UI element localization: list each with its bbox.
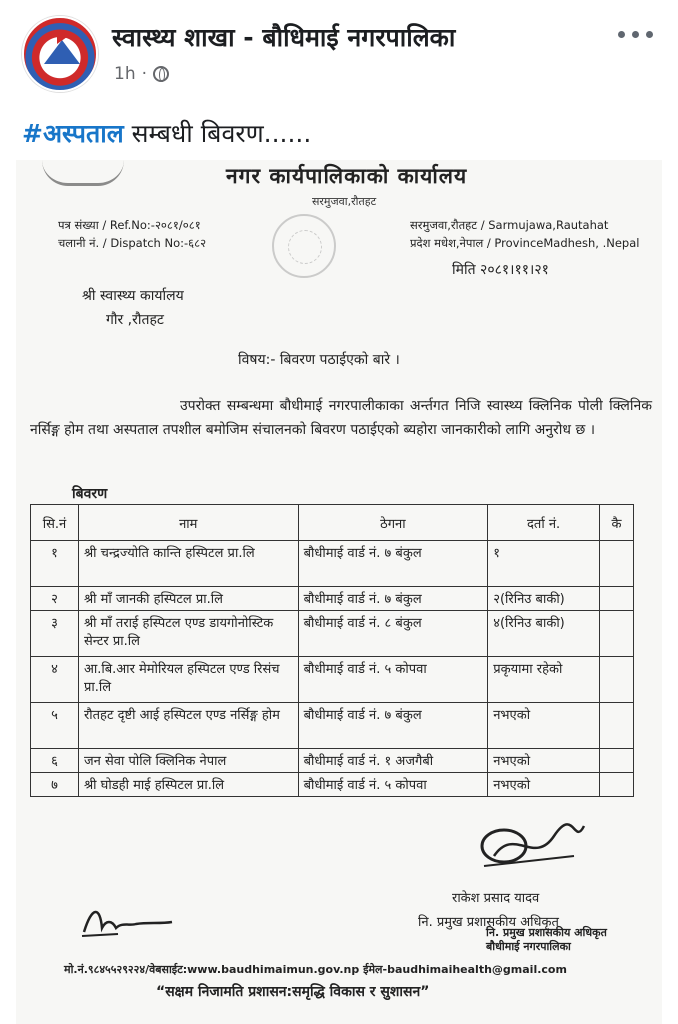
hospital-table — [30, 504, 634, 797]
table-row — [31, 657, 634, 703]
cell-registration: नभएको — [488, 773, 600, 797]
cell-name: श्री माँ तराई हस्पिटल एण्ड डायगोनोस्टिक सेन्टर प्रा.लि — [78, 611, 298, 657]
header-extra: कै — [600, 505, 634, 541]
document-image[interactable] — [16, 160, 662, 1024]
globe-icon[interactable] — [153, 66, 169, 82]
cell-extra — [600, 773, 634, 797]
hashtag-link[interactable]: #अस्पताल — [22, 119, 124, 148]
cell-address: बौधीमाई वार्ड नं. ७ बंकुल — [298, 587, 488, 611]
cell-registration: प्रकृयामा रहेको — [488, 657, 600, 703]
cell-name: श्री चन्द्रज्योति कान्ति हस्पिटल प्रा.लि — [78, 541, 298, 587]
cell-sn: १ — [31, 541, 79, 587]
reference-block — [58, 216, 206, 252]
emblem-icon — [42, 160, 124, 186]
cell-name: रौतहट दृष्टी आई हस्पिटल एण्ड नर्सिङ्ग होम — [78, 703, 298, 749]
cell-registration: नभएको — [488, 749, 600, 773]
table-row — [31, 749, 634, 773]
post-text — [22, 116, 311, 150]
cell-name: श्री घोडही माई हस्पिटल प्रा.लि — [78, 773, 298, 797]
post-meta — [114, 64, 169, 84]
cell-name: श्री माँ जानकी हस्पिटल प्रा.लि — [78, 587, 298, 611]
cell-sn: ४ — [31, 657, 79, 703]
dot-icon — [618, 31, 625, 38]
header-address: ठेगना — [298, 505, 488, 541]
cell-registration: ४(रिनिउ बाकी) — [488, 611, 600, 657]
letter-body: उपरोक्त सम्बन्धमा बौधीमाई नगरपालीकाका अर्न्तगत निजि स्वास्थ्य क्लिनिक पोली क्लिनिक नर्सिङ्ग होम तथा अस्पताल तपशील बमोजिम संचालनको बिवरण पठाईएको ब्यहोरा जानकारीको लागि अनुरोध छ । — [30, 398, 652, 438]
dispatch-number: चलानी नं. / Dispatch No:-६८२ — [58, 236, 207, 250]
letter-date: मिति २०८१।११।२१ — [452, 262, 549, 278]
table-row — [31, 703, 634, 749]
cell-extra — [600, 749, 634, 773]
cell-address: बौधीमाई वार्ड नं. ८ बंकुल — [298, 611, 488, 657]
cell-name: जन सेवा पोलि क्लिनिक नेपाल — [78, 749, 298, 773]
cell-name: आ.बि.आर मेमोरियल हस्पिटल एण्ड रिसंच प्रा.लि — [78, 657, 298, 703]
mountain-icon — [44, 40, 80, 64]
table-caption: बिवरण — [72, 486, 108, 502]
recipient-line1: श्री स्वास्थ्य कार्यालय — [82, 288, 184, 304]
cell-sn: २ — [31, 587, 79, 611]
cell-sn: ६ — [31, 749, 79, 773]
meta-separator: · — [141, 64, 147, 84]
header-sn: सि.नं — [31, 505, 79, 541]
dot-icon — [646, 31, 653, 38]
cell-address: बौधीमाई वार्ड नं. ५ कोपवा — [298, 773, 488, 797]
page-name-link[interactable]: स्वास्थ्य शाखा - बौधिमाई नगरपालिका — [112, 23, 456, 52]
cell-sn: ५ — [31, 703, 79, 749]
address-right: सरमुजवा,रौतहट / Sarmujawa,Rautahat — [410, 218, 609, 232]
ref-number: पत्र संख्या / Ref.No:-२०८१/०८१ — [58, 218, 201, 232]
cell-address: बौधीमाई वार्ड नं. १ अजगैबी — [298, 749, 488, 773]
signature-icon — [464, 816, 588, 874]
stamp — [486, 926, 607, 954]
cell-sn: ३ — [31, 611, 79, 657]
table-row — [31, 587, 634, 611]
cell-address: बौधीमाई वार्ड नं. ७ बंकुल — [298, 541, 488, 587]
cell-extra — [600, 657, 634, 703]
page-avatar[interactable] — [22, 16, 98, 92]
signer-title: नि. प्रमुख प्रशासकीय अधिकृत — [418, 915, 559, 930]
header-name: नाम — [78, 505, 298, 541]
cell-registration: १ — [488, 541, 600, 587]
office-address: सरमुजवा,रौतहट — [312, 195, 377, 208]
post-header — [0, 0, 678, 100]
cell-address: बौधीमाई वार्ड नं. ५ कोपवा — [298, 657, 488, 703]
more-options-button[interactable] — [610, 22, 660, 46]
dot-icon — [632, 31, 639, 38]
address-block — [410, 216, 639, 252]
signer-name: राकेश प्रसाद यादव — [452, 891, 540, 906]
cell-extra — [600, 541, 634, 587]
stamp-line2: बौधीमाई नगरपालिका — [486, 940, 571, 953]
recipient-line2: गौर ,रौतहट — [106, 312, 164, 328]
header-registration: दर्ता नं. — [488, 505, 600, 541]
recipient-block — [82, 284, 184, 332]
cell-address: बौधीमाई वार्ड नं. ७ बंकुल — [298, 703, 488, 749]
slogan: “सक्षम निजामति प्रशासन:समृद्धि विकास र सुशासन” — [156, 984, 430, 1000]
signature-icon — [78, 902, 174, 942]
cell-registration: २(रिनिउ बाकी) — [488, 587, 600, 611]
table-row — [31, 611, 634, 657]
footer-contact: मो.नं.९८४५५२९२२४/वेबसाईट:www.baudhimaimun.gov.np ईमेल-baudhimaihealth@gmail.com — [64, 963, 567, 976]
cell-sn: ७ — [31, 773, 79, 797]
cell-extra — [600, 611, 634, 657]
post-time[interactable]: 1h — [114, 64, 136, 84]
table-row — [31, 773, 634, 797]
office-name: नगर कार्यपालिकाको कार्यालय — [226, 163, 468, 188]
table-row — [31, 541, 634, 587]
table-header-row — [31, 505, 634, 541]
cell-extra — [600, 703, 634, 749]
letter-subject: विषय:- बिवरण पठाईएको बारे । — [238, 352, 400, 368]
province-line: प्रदेश मधेश,नेपाल / ProvinceMadhesh, .Nepal — [410, 236, 640, 250]
stamp-line1: नि. प्रमुख प्रशासकीय अधिकृत — [486, 926, 607, 939]
seal-icon — [272, 214, 336, 278]
cell-registration: नभएको — [488, 703, 600, 749]
cell-extra — [600, 587, 634, 611]
post-text-body: सम्बधी बिवरण...... — [123, 119, 312, 148]
